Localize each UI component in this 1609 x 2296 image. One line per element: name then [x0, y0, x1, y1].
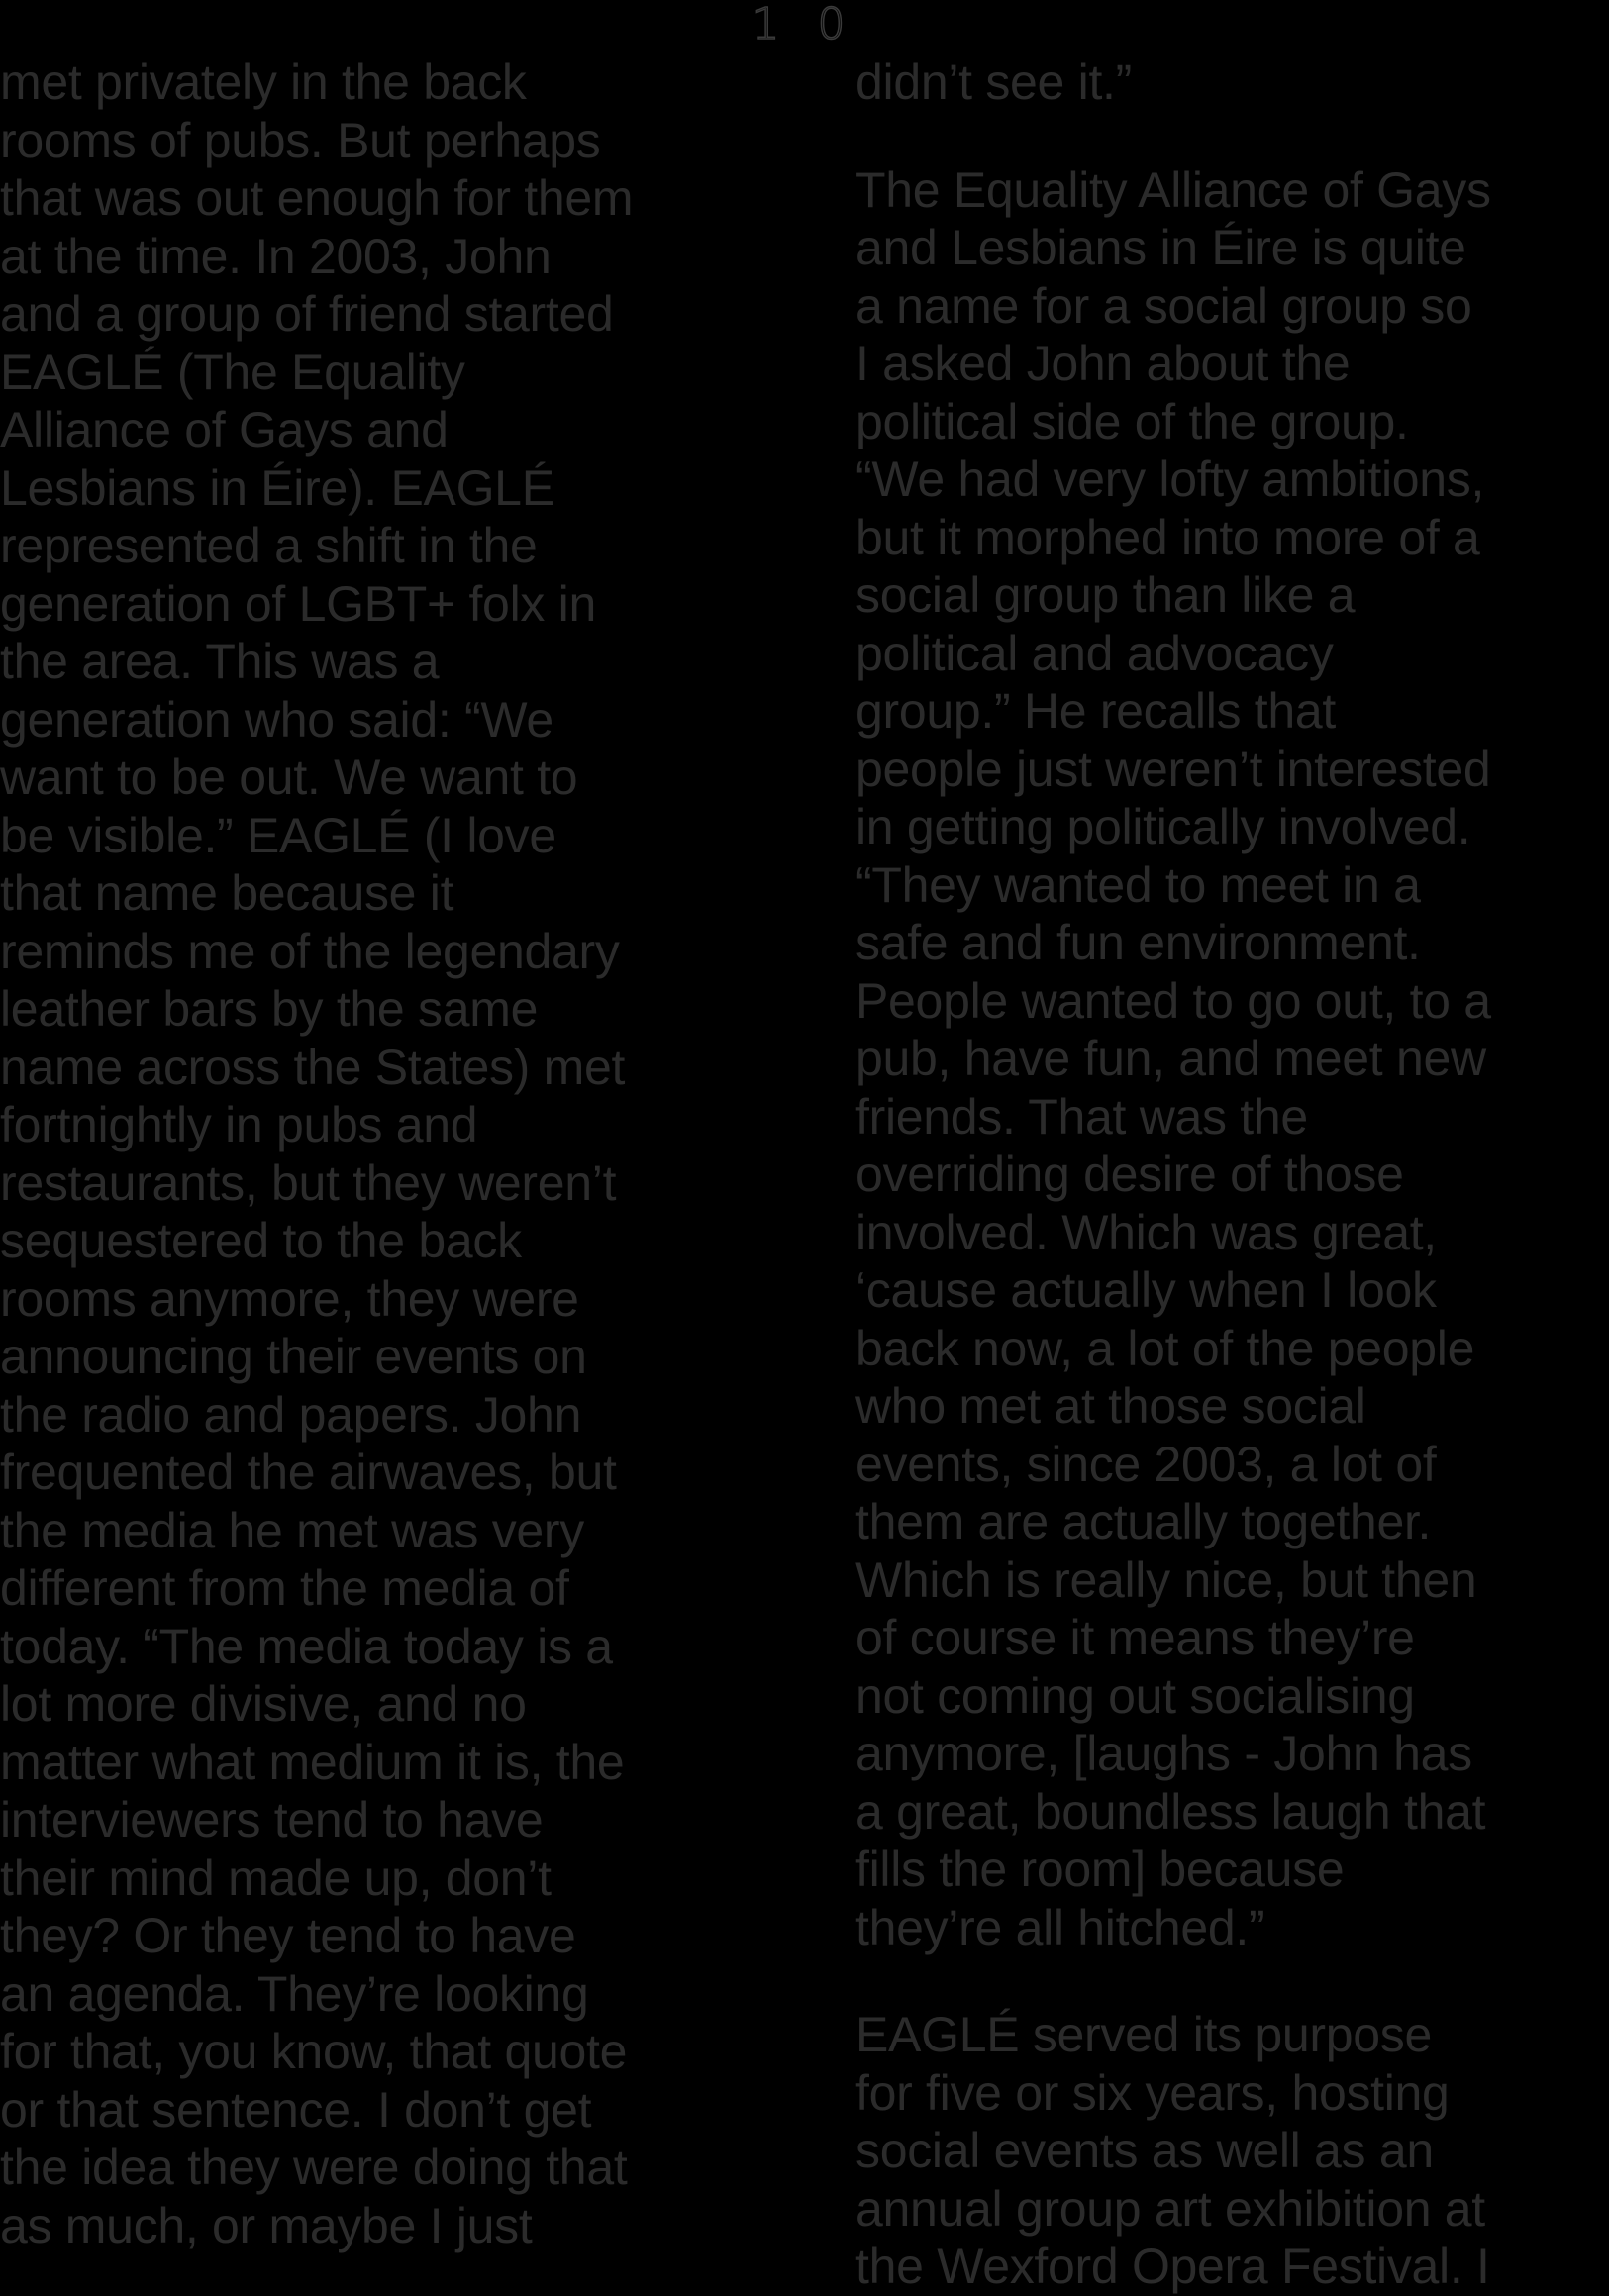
text-line: as much, or maybe I just — [0, 2197, 533, 2253]
text-line: lot more divisive, and no — [0, 1676, 527, 1732]
text-line: group.” He recalls that — [855, 683, 1336, 739]
text-line: rooms anymore, they were — [0, 1270, 579, 1327]
text-line: didn’t see it.” — [855, 54, 1132, 110]
text-line: EAGLÉ served its purpose — [855, 2007, 1432, 2062]
text-line: EAGLÉ (The Equality — [0, 344, 465, 400]
text-line: events, since 2003, a lot of — [855, 1436, 1437, 1492]
text-line: anymore, [laughs - John has — [855, 1726, 1472, 1781]
text-line: but it morphed into more of a — [855, 509, 1480, 565]
paragraph — [855, 161, 1609, 1957]
text-line: and a group of friend started — [0, 286, 614, 342]
text-line: overriding desire of those — [855, 1147, 1404, 1202]
paragraph — [855, 53, 1609, 112]
left-column — [0, 53, 762, 2254]
text-line: Lesbians in Éire). EAGLÉ — [0, 459, 554, 516]
text-line: in getting politically involved. — [855, 799, 1471, 854]
text-line: political side of the group. — [855, 393, 1409, 449]
text-line: reminds me of the legendary — [0, 923, 620, 979]
text-line: announcing their events on — [0, 1329, 587, 1384]
text-line: of course it means they’re — [855, 1610, 1415, 1665]
text-line: The Equality Alliance of Gays — [855, 161, 1491, 218]
text-line: represented a shift in the — [0, 518, 538, 573]
text-line: today. “The media today is a — [0, 1618, 613, 1674]
text-line: not coming out socialising — [855, 1667, 1415, 1724]
text-line: pub, have fun, and meet new — [855, 1031, 1486, 1086]
text-line: People wanted to go out, to a — [855, 972, 1491, 1029]
text-line: back now, a lot of the people — [855, 1320, 1475, 1376]
text-line: “They wanted to meet in a — [855, 856, 1421, 913]
text-line: interviewers tend to have — [0, 1792, 544, 1847]
text-line: involved. Which was great, — [855, 1204, 1437, 1260]
text-line: annual group art exhibition at — [855, 2180, 1485, 2237]
text-line: generation of LGBT+ folx in — [0, 575, 596, 632]
text-line: they? Or they tend to have — [0, 1908, 576, 1963]
text-line: their mind made up, don’t — [0, 1849, 552, 1906]
text-line: the idea they were doing that — [0, 2140, 628, 2195]
text-line: social events as well as an — [855, 2123, 1434, 2178]
text-line: at the time. In 2003, John — [0, 228, 552, 284]
text-line: safe and fun environment. — [855, 915, 1421, 970]
text-line: the area. This was a — [0, 634, 440, 689]
text-line: fills the room] because — [855, 1842, 1345, 1897]
right-column — [855, 53, 1609, 2296]
paragraph-spacer — [855, 112, 1609, 161]
text-line: restaurants, but they weren’t — [0, 1154, 617, 1211]
text-line: or that sentence. I don’t get — [0, 2081, 592, 2138]
text-line: them are actually together. — [855, 1494, 1432, 1549]
text-line: political and advocacy — [855, 625, 1334, 681]
text-line: want to be out. We want to — [0, 749, 578, 805]
text-line: they’re all hitched.” — [855, 1899, 1265, 1955]
text-line: frequented the airwaves, but — [0, 1445, 617, 1500]
text-line: people just weren’t interested — [855, 741, 1491, 797]
text-line: different from the media of — [0, 1560, 569, 1616]
paragraph-spacer — [855, 1956, 1609, 2006]
text-line: a great, boundless laugh that — [855, 1783, 1486, 1840]
paragraph — [855, 2006, 1609, 2296]
text-line: leather bars by the same — [0, 981, 539, 1037]
text-line: “We had very lofty ambitions, — [855, 451, 1485, 507]
text-line: sequestered to the back — [0, 1213, 522, 1268]
text-line: the Wexford Opera Festival. I — [855, 2239, 1490, 2294]
text-line: for five or six years, hosting — [855, 2064, 1450, 2121]
text-line: generation who said: “We — [0, 691, 553, 748]
text-line: Alliance of Gays and — [0, 402, 449, 457]
text-line: matter what medium it is, the — [0, 1734, 625, 1790]
text-line: a name for a social group so — [855, 277, 1472, 334]
text-line: who met at those social — [855, 1378, 1366, 1434]
text-line: the radio and papers. John — [0, 1386, 582, 1443]
text-line: that name because it — [0, 865, 454, 921]
page-number: 1 0 — [752, 0, 857, 50]
text-line: met privately in the back — [0, 54, 527, 110]
text-line: social group than like a — [855, 567, 1356, 623]
text-line: be visible.” EAGLÉ (I love — [0, 807, 556, 863]
text-line: the media he met was very — [0, 1502, 584, 1558]
text-line: friends. That was the — [855, 1088, 1308, 1145]
text-line: an agenda. They’re looking — [0, 1965, 589, 2022]
text-line: I asked John about the — [855, 336, 1351, 391]
text-line: name across the States) met — [0, 1039, 626, 1095]
text-line: that was out enough for them — [0, 170, 634, 226]
text-line: rooms of pubs. But perhaps — [0, 112, 601, 168]
text-line: and Lesbians in Éire is quite — [855, 220, 1466, 275]
text-line: fortnightly in pubs and — [0, 1097, 478, 1152]
text-line: for that, you know, that quote — [0, 2024, 628, 2079]
text-line: Which is really nice, but then — [855, 1551, 1477, 1608]
text-line: ‘cause actually when I look — [855, 1262, 1437, 1318]
